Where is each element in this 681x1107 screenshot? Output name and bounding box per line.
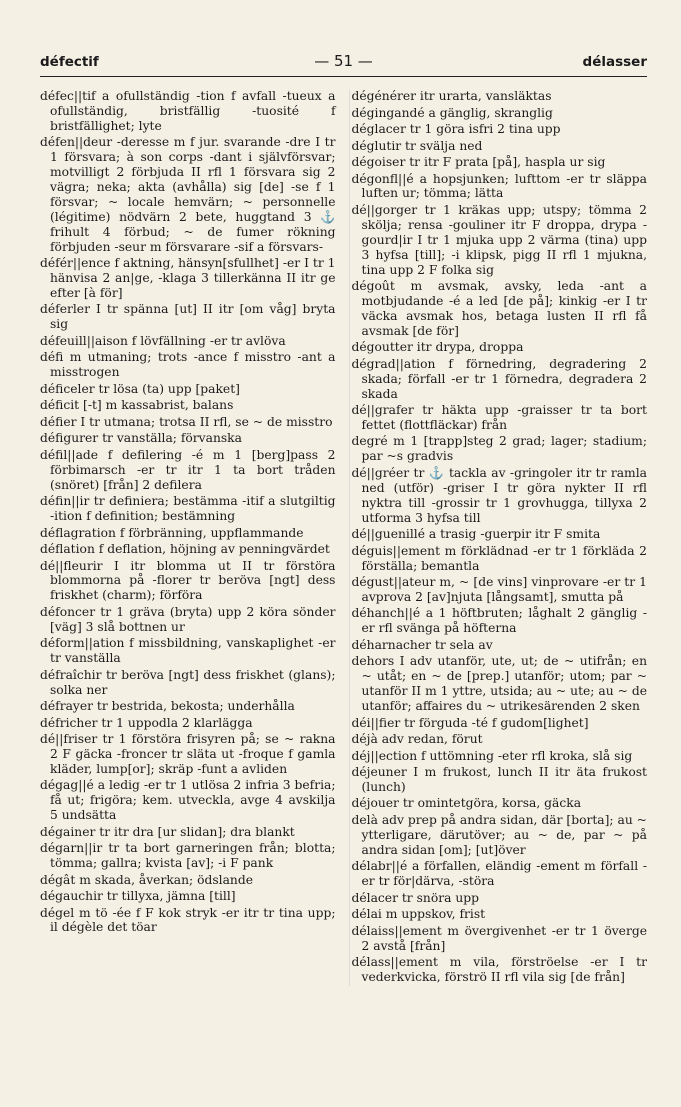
- dictionary-entry: délai m uppskov, frist: [351, 907, 486, 922]
- right-column: [349, 89, 648, 986]
- dictionary-entry: défraîchir tr beröva [ngt] dess friskhet (glans); solka ner: [40, 667, 336, 697]
- header-last-headword: délasser: [582, 54, 647, 70]
- dictionary-entry: défin||ir tr definiera; bestämma -itif a slutgiltig -ition f definition; bestämning: [40, 494, 336, 523]
- left-column: [40, 89, 336, 986]
- dictionary-entry: dégag||é a ledig -er tr 1 utlösa 2 infria 3 befria; få ut; frigöra; kem. utveckla, avge 4 avskilja 5 undsätta: [40, 778, 336, 823]
- dictionary-entry: déharnacher tr sela av: [351, 637, 493, 652]
- dictionary-entry: dehors I adv utanför, ute, ut; de ~ utifrån; en ~ utåt; en ~ de [prep.] utanför; utom; par ~ utanför II m 1 yttre, utsida; au ~ ute; au ~ de utanför; affaires du ~ utrikesärenden 2 sken: [351, 654, 647, 714]
- dictionary-entry: déferler I tr spänna [ut] II itr [om våg] bryta sig: [40, 302, 336, 332]
- dictionary-entry: dégât m skada, åverkan; ödslande: [40, 872, 253, 887]
- dictionary-entry: dé||grafer tr häkta upp -graisser tr ta bort fettet (flottfläckar) från: [351, 403, 647, 432]
- dictionary-entry: déjouer tr omintetgöra, korsa, gäcka: [351, 796, 582, 811]
- dictionary-entry: déj||ection f uttömning -eter rfl kroka, slå sig: [351, 748, 633, 763]
- dictionary-entry: défricher tr 1 uppodla 2 klarlägga: [40, 715, 253, 730]
- dictionary-entry: dégoutter itr drypa, droppa: [351, 340, 524, 355]
- header-first-headword: défectif: [40, 54, 99, 70]
- dictionary-entry: dégel m tö -ée f F kok stryk -er itr tr tina upp; il dégèle det töar: [40, 905, 336, 935]
- dictionary-entry: dégonfl||é a hopsjunken; lufttom -er tr släppa luften ur; tömma; lätta: [351, 171, 647, 201]
- dictionary-entry: défigurer tr vanställa; förvanska: [40, 431, 242, 446]
- dictionary-entry: degré m 1 [trapp]steg 2 grad; lager; stadium; par ~s gradvis: [351, 434, 647, 464]
- dictionary-entry: dégoiser tr itr F prata [på], haspla ur sig: [351, 155, 606, 169]
- page-header: [40, 50, 647, 77]
- page-number: — 51 —: [314, 52, 373, 70]
- dictionary-entry: déhanch||é a 1 höftbruten; låghalt 2 gänglig -er rfl svänga på höfterna: [351, 606, 647, 636]
- dictionary-entry: délass||ement m vila, förströelse -er I tr vederkvicka, förströ II rfl vila sig [de från]: [351, 955, 647, 984]
- dictionary-entry: défoncer tr 1 gräva (bryta) upp 2 köra sönder [väg] 3 slå bottnen ur: [40, 604, 336, 634]
- dictionary-entry: délaiss||ement m övergivenhet -er tr 1 överge 2 avstå [från]: [351, 923, 647, 953]
- dictionary-entry: défen||deur -deresse m f jur. svarande -dre I tr 1 försvara; à son corps -dant i självförsvar; motvilligt 2 förbjuda II rfl 1 försvara sig 2 vägra; neka; akta (avhålla) sig [de] -se f 1 försvar; ~ locale hemvärn; ~ personnelle (légitime) nödvärn 2 bete, huggtand 3 ⚓ frihult 4 förbud; ~ de fumer rökning förbjuden -seur m försvarare -sif a försvars-: [40, 135, 336, 254]
- columns: [40, 89, 647, 986]
- dictionary-entry: déficit [-t] m kassabrist, balans: [40, 398, 234, 413]
- dictionary-entry: défil||ade f defilering -é m 1 [berg]pass 2 förbimarsch -er tr itr 1 ta bort tråden (snöret) [från] 2 defilera: [40, 447, 336, 492]
- dictionary-entry: dégrad||ation f förnedring, degradering 2 skada; förfall -er tr 1 förnedra, degradera 2 skada: [351, 356, 647, 401]
- dictionary-entry: délabr||é a förfallen, eländig -ement m förfall -er tr för|därva, -störa: [351, 859, 647, 889]
- dictionary-entry: dégainer tr itr dra [ur slidan]; dra blankt: [40, 824, 295, 839]
- dictionary-entry: déglacer tr 1 göra isfri 2 tina upp: [351, 122, 561, 136]
- dictionary-entry: dégénérer itr urarta, vansläktas: [351, 89, 552, 103]
- dictionary-entry: déi||fier tr förguda -té f gudom[lighet]: [351, 715, 589, 730]
- dictionary-entry: défrayer tr bestrida, bekosta; underhålla: [40, 699, 295, 714]
- dictionary-entry: dé||gorger tr 1 kräkas upp; utspy; tömma 2 skölja; rensa -gouliner itr F droppa, drypa -gourd|ir I tr 1 mjuka upp 2 värma (tina) upp 3 hyfsa [till]; -i klipsk, pigg II rfl 1 mjukna, tina upp 2 F folka sig: [351, 202, 647, 277]
- dictionary-entry: delà adv prep på andra sidan, där [borta]; au ~ ytterligare, därutöver; au ~ de, par ~ på andra sidan [om]; [ut]över: [351, 812, 647, 857]
- dictionary-entry: déguis||ement m förklädnad -er tr 1 förkläda 2 förställa; bemantla: [351, 543, 647, 573]
- dictionary-entry: dégingandé a gänglig, skranglig: [351, 105, 553, 120]
- dictionary-entry: défi m utmaning; trots -ance f misstro -ant a misstrogen: [40, 350, 336, 380]
- dictionary-entry: dé||gréer tr ⚓ tackla av -gringoler itr tr ramla ned (utför) -griser I tr göra nykter II rfl nyktra till -grossir tr 1 grovhugga, tillyxa 2 utforma 3 hyfsa till: [351, 465, 647, 525]
- dictionary-entry: déficeler tr lösa (ta) upp [paket]: [40, 381, 240, 396]
- dictionary-entry: défér||ence f aktning, hänsyn[sfullhet] -er I tr 1 hänvisa 2 an|ge, -klaga 3 tillerkänna II itr ge efter [à för]: [40, 256, 336, 300]
- dictionary-entry: délacer tr snöra upp: [351, 890, 480, 905]
- dictionary-entry: déjà adv redan, förut: [351, 732, 483, 747]
- dictionary-entry: déglutir tr svälja ned: [351, 138, 483, 153]
- dictionary-entry: dé||guenillé a trasig -guerpir itr F smita: [351, 527, 601, 542]
- dictionary-entry: déflation f deflation, höjning av penningvärdet: [40, 542, 330, 556]
- dictionary-entry: dégust||ateur m, ~ [de vins] vinprovare -er tr 1 avprova 2 [av]njuta [långsamt], smutta på: [351, 575, 647, 604]
- dictionary-entry: déform||ation f missbildning, vanskaplighet -er tr vanställa: [40, 636, 336, 666]
- dictionary-entry: dé||friser tr 1 förstöra frisyren på; se ~ rakna 2 F gäcka -froncer tr släta ut -froque f gamla kläder, lump[or]; skräp -funt a avliden: [40, 732, 336, 776]
- dictionary-entry: déjeuner I m frukost, lunch II itr äta frukost (lunch): [351, 765, 647, 794]
- dictionary-entry: dégauchir tr tillyxa, jämna [till]: [40, 889, 236, 904]
- dictionary-entry: dégarn||ir tr ta bort garneringen från; blotta; tömma; gallra; kvista [av]; -i F pank: [40, 841, 336, 871]
- dictionary-entry: dé||fleurir I itr blomma ut II tr förstöra blommorna på -florer tr beröva [ngt] dess friskhet (charm); förföra: [40, 558, 336, 603]
- dictionary-entry: dégoût m avsmak, avsky, leda -ant a motbjudande -é a led [de på]; kinkig -er I tr väcka avsmak hos, betaga lusten II rfl få avsmak [de för]: [351, 279, 647, 338]
- dictionary-entry: défeuill||aison f lövfällning -er tr avlöva: [40, 333, 286, 348]
- dictionary-entry: déflagration f förbränning, uppflammande: [40, 525, 304, 540]
- dictionary-entry: défec||tif a ofullständig -tion f avfall -tueux a ofullständig, bristfällig -tuosité f bristfällighet; lyte: [40, 89, 336, 133]
- dictionary-entry: défier I tr utmana; trotsa II rfl, se ~ de misstro: [40, 414, 333, 429]
